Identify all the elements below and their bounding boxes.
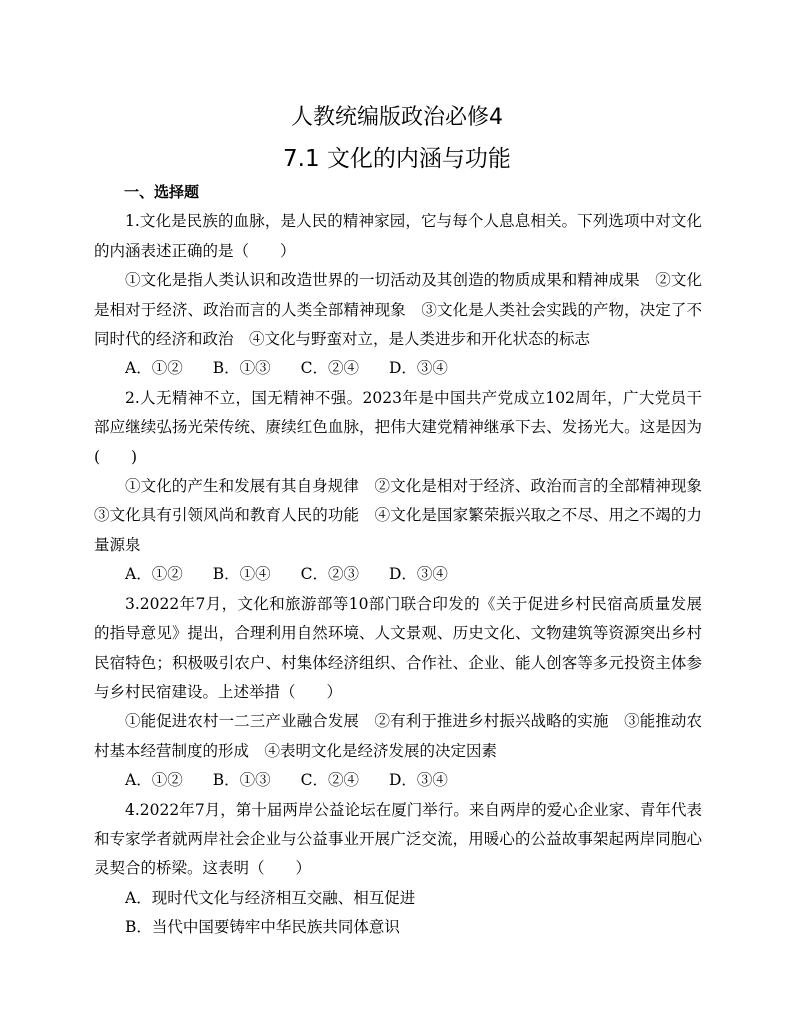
question-statements: ①能促进农村一二三产业融合发展 ②有利于推进乡村振兴战略的实施 ③能推动农村基本经营制度的形成 ④表明文化是经济发展的决定因素: [94, 712, 702, 760]
option-a: A．①②: [125, 771, 183, 790]
option-d: D．③④: [388, 565, 448, 584]
document-subtitle: 7.1 文化的内涵与功能: [283, 146, 511, 172]
question-stem: 4.2022年7月，第十届两岸公益论坛在厦门举行。来自两岸的爱心企业家、青年代表和专家学者就两岸社会企业与公益事业开展广泛交流，用暖心的公益故事架起两岸同胞心灵契合的桥梁。这表明（ ）: [94, 800, 702, 878]
option-a: A．①②: [125, 565, 183, 584]
question-options: [94, 766, 702, 795]
question-4: [94, 796, 702, 943]
question-statements: ①文化是指人类认识和改造世界的一切活动及其创造的物质成果和精神成果 ②文化是相对于经济、政治而言的人类全部精神现象 ③文化是人类社会实践的产物，决定了不同时代的经济和政治 ④文化与野蛮对立，是人类进步和开化状态的标志: [94, 271, 702, 349]
option-d: D．③④: [388, 771, 448, 790]
question-stem: 1.文化是民族的血脉，是人民的精神家园，它与每个人息息相关。下列选项中对文化的内涵表述正确的是（ ）: [94, 212, 702, 260]
question-3: [94, 590, 702, 796]
question-stem: 3.2022年7月，文化和旅游部等10部门联合印发的《关于促进乡村民宿高质量发展的指导意见》提出，合理利用自然环境、人文景观、历史文化、文物建筑等资源突出乡村民宿特色；积极吸引农户、村集体经济组织、合作社、企业、能人创客等多元投资主体参与乡村民宿建设。上述举措（ ）: [94, 594, 702, 701]
option-c: C．②④: [300, 771, 359, 790]
question-options: [94, 354, 702, 383]
option-c: C．②④: [300, 359, 359, 378]
question-1: [94, 207, 702, 383]
question-stem: 2.人无精神不立，国无精神不强。2023年是中国共产党成立102周年，广大党员干部应继续弘扬光荣传统、赓续红色血脉，把伟大建党精神继承下去、发扬光大。这是因为( ): [94, 388, 702, 466]
document-title: 人教统编版政治必修4: [291, 105, 503, 130]
option-a: A．①②: [125, 359, 183, 378]
option-a: A．现时代文化与经济相互交融、相互促进: [125, 888, 416, 907]
option-b: B．①④: [212, 565, 271, 584]
section-heading: 一、选择题: [124, 183, 200, 201]
document-content: [94, 178, 718, 943]
question-options: [94, 560, 702, 589]
option-b: B．当代中国要铸牢中华民族共同体意识: [125, 918, 400, 937]
question-2: [94, 384, 718, 590]
option-b: B．①③: [212, 771, 271, 790]
question-statements: ①文化的产生和发展有其自身规律 ②文化是相对于经济、政治而言的全部精神现象 ③文化具有引领风尚和教育人民的功能 ④文化是国家繁荣振兴取之不尽、用之不竭的力量源泉: [94, 477, 718, 554]
option-b: B．①③: [212, 359, 271, 378]
option-d: D．③④: [388, 359, 448, 378]
option-c: C．②③: [300, 565, 359, 584]
